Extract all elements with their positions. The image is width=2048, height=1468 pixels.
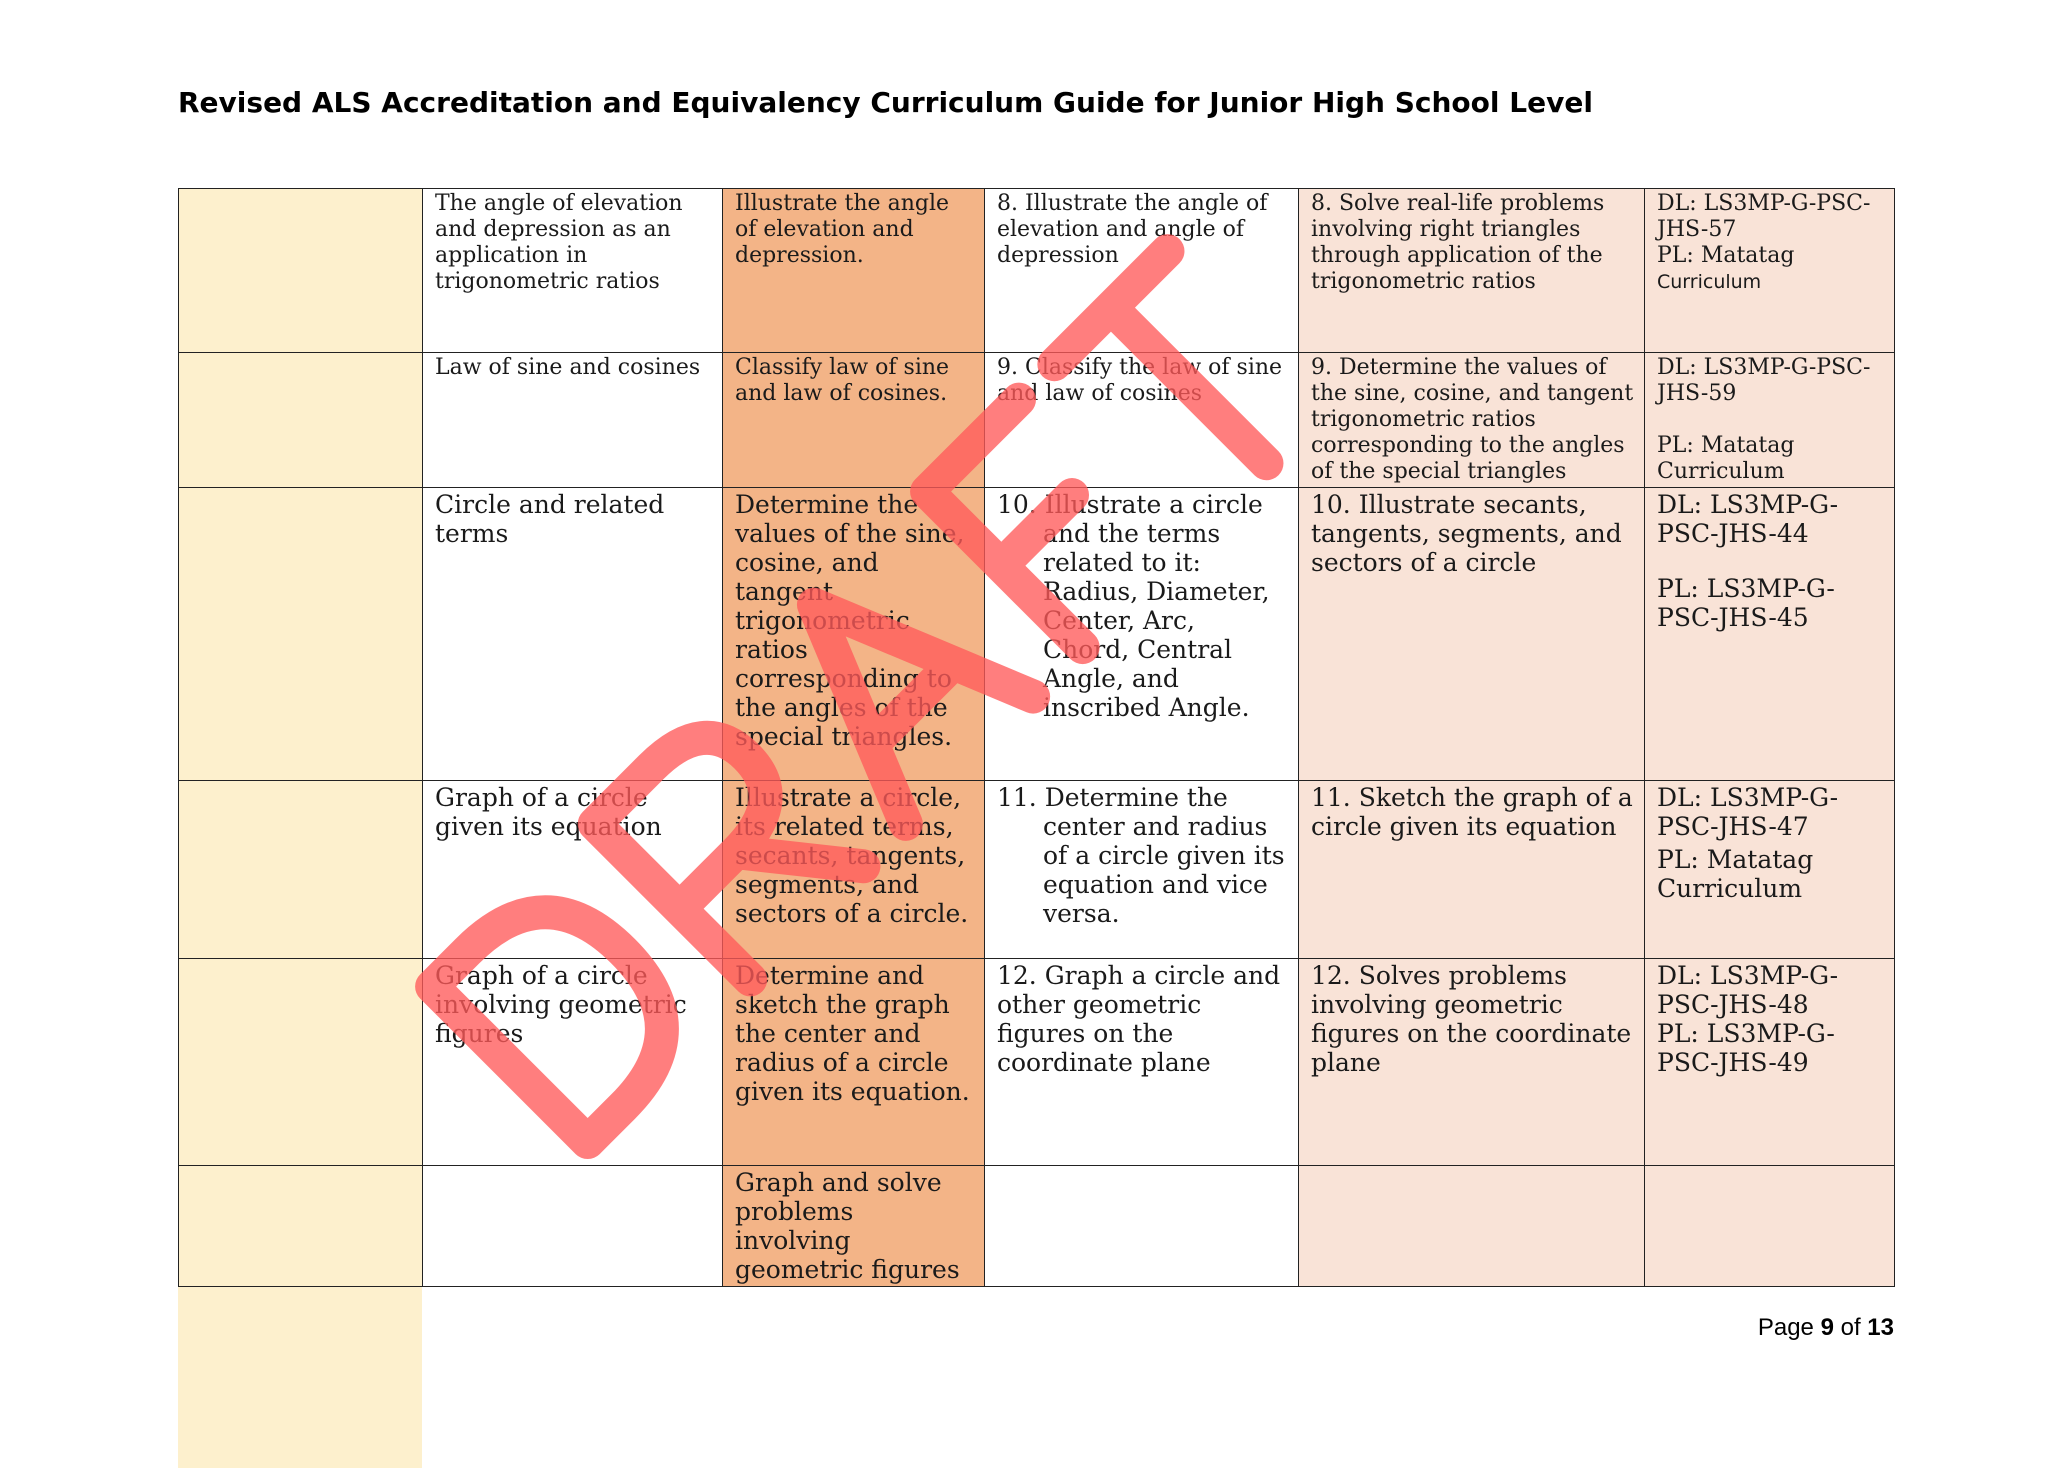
performance-cell: 10. Illustrate secants, tangents, segments, and sectors of a circle: [1299, 488, 1645, 781]
code-cell: [1645, 353, 1895, 488]
code-cell: [1645, 1166, 1895, 1287]
competency-body: Determine the center and radius of a circle given its equation and vice versa.: [1043, 783, 1285, 928]
empty-cell: [179, 1166, 423, 1287]
dl-code: DL: LS3MP-G-PSC-JHS-57: [1657, 191, 1871, 242]
curriculum-table: [178, 188, 1895, 1287]
topic-cell: Graph of a circle given its equation: [423, 781, 723, 959]
competency-text: [997, 783, 1288, 928]
content-cell: Determine and sketch the graph the center and radius of a circle given its equation.: [723, 959, 985, 1166]
pl-label: PL: Matatag: [1657, 243, 1795, 268]
table-row: [179, 1166, 1895, 1287]
empty-cell: [179, 353, 423, 488]
content-cell: Illustrate the angle of elevation and depression.: [723, 189, 985, 353]
table-row: [179, 353, 1895, 488]
table-row: [179, 488, 1895, 781]
topic-cell: Law of sine and cosines: [423, 353, 723, 488]
competency-text: [997, 490, 1288, 722]
code-cell: [1645, 488, 1895, 781]
pl-code: PL: Matatag Curriculum: [1657, 433, 1795, 484]
code-cell: [1645, 959, 1895, 1166]
performance-cell: 9. Determine the values of the sine, cosine, and tangent trigonometric ratios corresponding to the angles of the special triangles: [1299, 353, 1645, 488]
content-cell: Determine the values of the sine, cosine, and tangent trigonometric ratios corresponding to the angles of the special triangles.: [723, 488, 985, 781]
document-title: Revised ALS Accreditation and Equivalency Curriculum Guide for Junior High School Level: [178, 86, 1593, 119]
performance-cell: 11. Sketch the graph of a circle given its equation: [1299, 781, 1645, 959]
pl-code: PL: LS3MP-G-PSC-JHS-45: [1657, 574, 1835, 632]
performance-cell: 12. Solves problems involving geometric figures on the coordinate plane: [1299, 959, 1645, 1166]
dl-code: DL: LS3MP-G-PSC-JHS-47: [1657, 783, 1839, 841]
code-cell: [1645, 189, 1895, 353]
competency-cell: [985, 488, 1299, 781]
empty-cell: [179, 781, 423, 959]
page-label: Page: [1757, 1314, 1814, 1341]
topic-cell: Circle and related terms: [423, 488, 723, 781]
pl-code: PL: LS3MP-G-PSC-JHS-49: [1657, 1019, 1835, 1077]
competency-number: 11.: [997, 783, 1037, 812]
topic-cell: [423, 1166, 723, 1287]
dl-code: DL: LS3MP-G-PSC-JHS-48: [1657, 961, 1839, 1019]
competency-cell: 9. Classify the law of sine and law of cosines: [985, 353, 1299, 488]
table-row: [179, 781, 1895, 959]
empty-cell: [179, 189, 423, 353]
page-footer: [1758, 1314, 1894, 1342]
pl-value: Curriculum: [1657, 271, 1762, 293]
content-cell: Classify law of sine and law of cosines.: [723, 353, 985, 488]
empty-cell: [179, 959, 423, 1166]
table-row: [179, 959, 1895, 1166]
competency-number: 10.: [997, 490, 1037, 519]
performance-cell: [1299, 1166, 1645, 1287]
content-cell: Illustrate a circle, its related terms, secants, tangents, segments, and sectors of a circle.: [723, 781, 985, 959]
competency-cell: [985, 781, 1299, 959]
code-cell: [1645, 781, 1895, 959]
content-cell: Graph and solve problems involving geometric figures: [723, 1166, 985, 1287]
topic-cell: Graph of a circle involving geometric figures: [423, 959, 723, 1166]
performance-cell: 8. Solve real-life problems involving right triangles through application of the trigonometric ratios: [1299, 189, 1645, 353]
pl-code: PL: Matatag Curriculum: [1657, 845, 1814, 903]
competency-cell: 8. Illustrate the angle of elevation and angle of depression: [985, 189, 1299, 353]
page-number: 9: [1820, 1314, 1834, 1341]
page-total: 13: [1867, 1314, 1894, 1341]
dl-code: DL: LS3MP-G-PSC-JHS-59: [1657, 355, 1871, 406]
page-of-label: of: [1840, 1314, 1861, 1341]
topic-cell: The angle of elevation and depression as an application in trigonometric ratios: [423, 189, 723, 353]
empty-cell: [179, 488, 423, 781]
competency-cell: [985, 1166, 1299, 1287]
dl-code: DL: LS3MP-G-PSC-JHS-44: [1657, 490, 1839, 548]
table-row: [179, 189, 1895, 353]
competency-body: Illustrate a circle and the terms related to it: Radius, Diameter, Center, Arc, Chord, Central Angle, and inscribed Angle.: [1043, 490, 1270, 722]
competency-cell: 12. Graph a circle and other geometric figures on the coordinate plane: [985, 959, 1299, 1166]
